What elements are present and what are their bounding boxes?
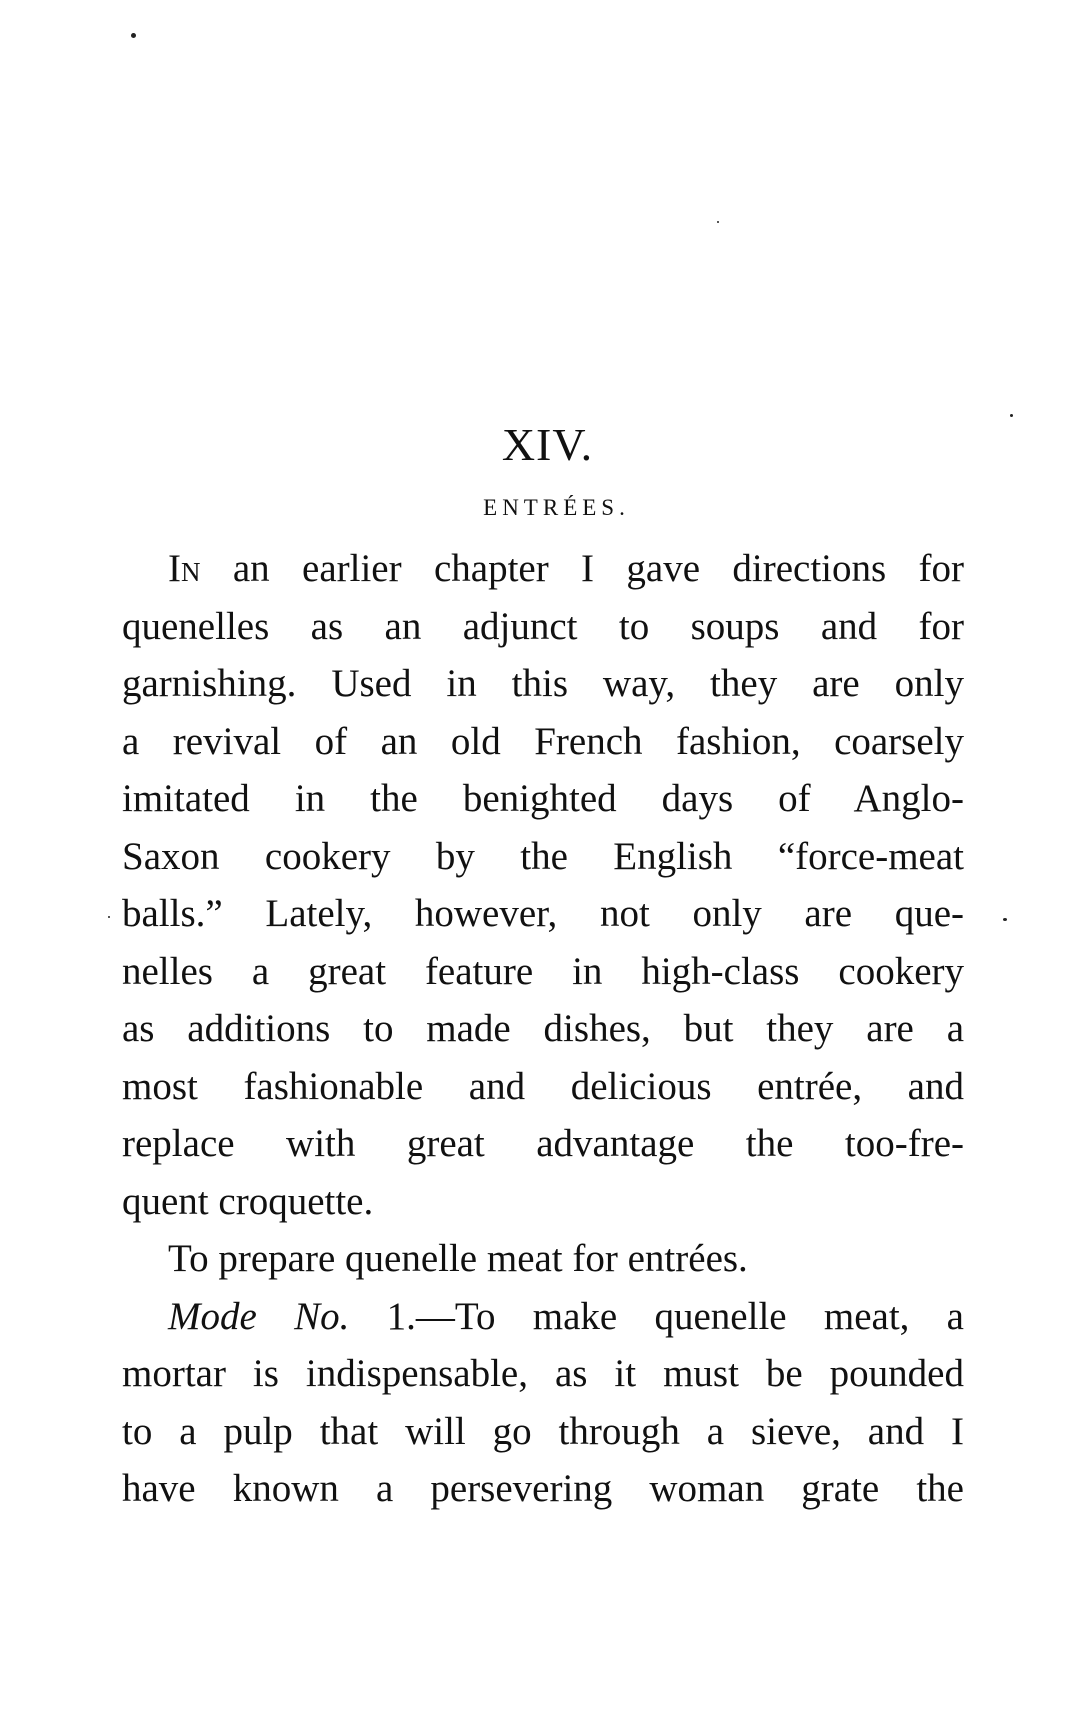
ink-speck xyxy=(1003,918,1007,921)
drop-word: In xyxy=(168,547,201,590)
text-line: most fashionable and delicious entrée, and xyxy=(122,1064,964,1108)
text-line: quenelles as an adjunct to soups and for xyxy=(122,604,964,648)
text-line: mortar is indispensable, as it must be pounded xyxy=(122,1352,964,1395)
text-line: imitated in the benighted days of Anglo- xyxy=(122,777,964,820)
text-line: In an earlier chapter I gave directions for xyxy=(168,547,964,590)
paragraph-intro xyxy=(122,540,964,1518)
text-line: a revival of an old French fashion, coarsely xyxy=(122,719,964,763)
text-line: Mode No. 1.—To make quenelle meat, a xyxy=(168,1294,964,1338)
ink-speck xyxy=(131,33,136,38)
text-line: Saxon cookery by the English “force-meat xyxy=(122,834,964,878)
text-line: nelles a great feature in high-class cookery xyxy=(122,949,964,993)
chapter-title: ENTRÉES. xyxy=(483,495,630,520)
text-line: balls.” Lately, however, not only are que- xyxy=(122,892,964,935)
paragraph-heading: To prepare quenelle meat for entrées. xyxy=(168,1237,748,1280)
text-line: quent croquette. xyxy=(122,1179,374,1223)
text-line: as additions to made dishes, but they are a xyxy=(122,1007,964,1050)
mode-label: Mode No. xyxy=(168,1294,350,1338)
ink-speck xyxy=(108,916,110,918)
ink-speck xyxy=(1010,414,1013,417)
text-line: replace with great advantage the too-fre- xyxy=(122,1122,964,1165)
text-line: have known a persevering woman grate the xyxy=(122,1467,964,1510)
text-line: garnishing. Used in this way, they are only xyxy=(122,662,964,705)
chapter-number: XIV. xyxy=(501,419,594,470)
ink-speck xyxy=(717,221,719,223)
text-line: to a pulp that will go through a sieve, and I xyxy=(122,1409,964,1453)
